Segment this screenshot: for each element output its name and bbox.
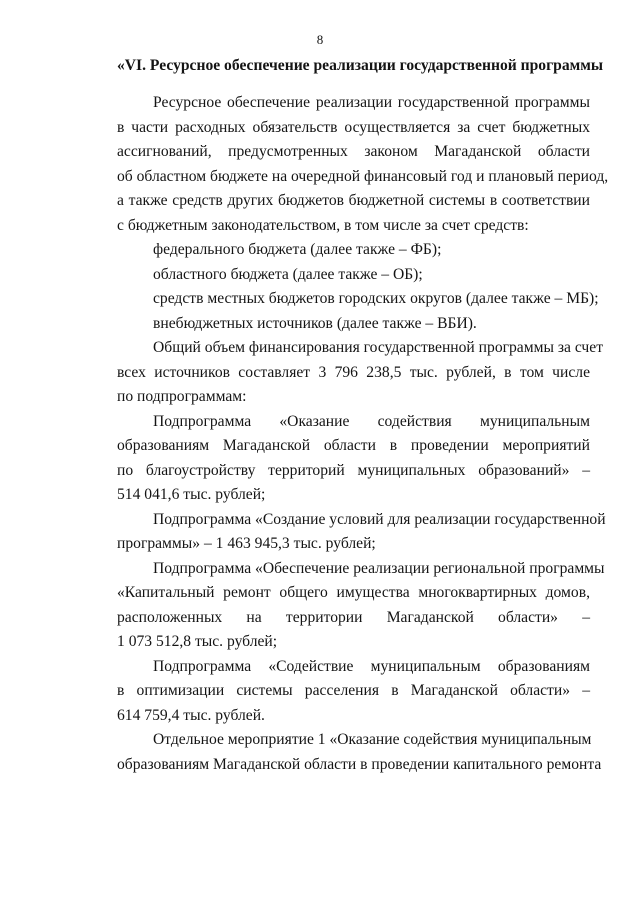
text-line: внебюджетных источников (далее также – ВБИ). (153, 314, 477, 332)
text-line: федерального бюджета (далее также – ФБ); (153, 241, 442, 258)
text-line: в оптимизации системы расселения в Магаданской области» – (117, 682, 590, 699)
text-line: областного бюджета (далее также – ОБ); (153, 265, 423, 283)
page-number: 8 (316, 32, 324, 47)
text-line: 514 041,6 тыс. рублей; (117, 486, 266, 503)
text-line: по подпрограммам: (117, 388, 247, 405)
text-line: Подпрограмма «Обеспечение реализации региональной программы (153, 559, 605, 577)
text-line: Отдельное мероприятие 1 «Оказание содействия муниципальным (153, 731, 592, 748)
text-line: образованиям Магаданской области в проведении капитального ремонта (117, 755, 602, 773)
section-heading: «VI. Ресурсное обеспечение реализации государственной программы (117, 57, 604, 74)
text-line: ассигнований, предусмотренных законом Магаданской области (117, 143, 590, 160)
text-line: об областном бюджете на очередной финансовый год и плановый период, (117, 167, 609, 185)
text-line: 614 759,4 тыс. рублей. (117, 706, 265, 724)
text-line: Подпрограмма «Создание условий для реализации государственной (153, 510, 606, 528)
text-line: образованиям Магаданской области в проведении мероприятий (117, 437, 590, 454)
text-line: а также средств других бюджетов бюджетной системы в соответствии (117, 192, 590, 209)
text-line: расположенных на территории Магаданской области» – (117, 608, 590, 626)
text-line: всех источников составляет 3 796 238,5 тыс. рублей, в том числе (117, 363, 590, 381)
text-line: Подпрограмма «Оказание содействия муниципальным (153, 412, 590, 430)
text-line: 1 073 512,8 тыс. рублей; (117, 633, 278, 650)
text-line: по благоустройству территорий муниципальных образований» – (117, 461, 590, 479)
text-line: средств местных бюджетов городских округов (далее также – МБ); (153, 290, 599, 307)
text-line: «Капитальный ремонт общего имущества многоквартирных домов, (117, 584, 590, 601)
text-line: Общий объем финансирования государственной программы за счет (153, 339, 604, 356)
text-line: Подпрограмма «Содействие муниципальным образованиям (153, 657, 590, 675)
text-line: Ресурсное обеспечение реализации государственной программы (153, 94, 590, 111)
text-line: с бюджетным законодательством, в том числе за счет средств: (117, 216, 529, 234)
section-body (117, 91, 609, 777)
text-line: программы» – 1 463 945,3 тыс. рублей; (117, 535, 376, 552)
text-line: в части расходных обязательств осуществляется за счет бюджетных (117, 118, 590, 136)
